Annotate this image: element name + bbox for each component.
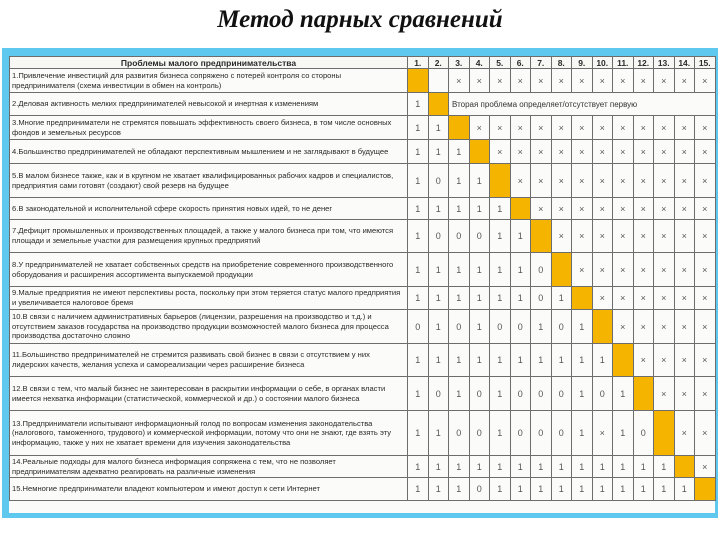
- table-frame: [2, 48, 718, 518]
- value-cell: ×: [572, 116, 593, 140]
- value-cell: ×: [531, 140, 552, 164]
- value-cell: ×: [674, 164, 695, 198]
- value-cell: ×: [633, 164, 654, 198]
- value-cell: ×: [695, 253, 716, 287]
- value-cell: ×: [551, 116, 572, 140]
- value-cell: 1: [531, 478, 552, 501]
- value-cell: 1: [408, 344, 429, 377]
- value-cell: 1: [428, 287, 449, 310]
- column-header: 8.: [551, 57, 572, 69]
- value-cell: ×: [695, 140, 716, 164]
- value-cell: 1: [510, 456, 531, 478]
- value-cell: 0: [449, 310, 470, 344]
- value-cell: ×: [592, 116, 613, 140]
- value-cell: 1: [490, 478, 511, 501]
- diagonal-cell: [428, 93, 449, 116]
- value-cell: ×: [613, 220, 634, 253]
- value-cell: 1: [572, 456, 593, 478]
- value-cell: 1: [428, 411, 449, 456]
- table-row: [10, 116, 716, 140]
- value-cell: ×: [654, 287, 675, 310]
- value-cell: 1: [531, 344, 552, 377]
- value-cell: ×: [695, 69, 716, 93]
- value-cell: ×: [572, 140, 593, 164]
- column-header: 3.: [449, 57, 470, 69]
- value-cell: ×: [613, 253, 634, 287]
- value-cell: 1: [510, 253, 531, 287]
- column-header: 13.: [654, 57, 675, 69]
- value-cell: 1: [449, 344, 470, 377]
- value-cell: ×: [613, 164, 634, 198]
- value-cell: ×: [510, 116, 531, 140]
- value-cell: ×: [674, 287, 695, 310]
- value-cell: 1: [551, 456, 572, 478]
- value-cell: 1: [510, 220, 531, 253]
- value-cell: ×: [695, 116, 716, 140]
- value-cell: 1: [592, 478, 613, 501]
- value-cell: 0: [510, 377, 531, 411]
- value-cell: 1: [408, 456, 429, 478]
- diagonal-cell: [572, 287, 593, 310]
- value-cell: ×: [551, 140, 572, 164]
- value-cell: ×: [592, 164, 613, 198]
- value-cell: ×: [592, 253, 613, 287]
- value-cell: 1: [449, 140, 470, 164]
- value-cell: ×: [592, 287, 613, 310]
- value-cell: 1: [490, 220, 511, 253]
- value-cell: 1: [531, 310, 552, 344]
- value-cell: 1: [428, 116, 449, 140]
- value-cell: ×: [510, 69, 531, 93]
- value-cell: ×: [654, 310, 675, 344]
- slide-title: Метод парных сравнений: [217, 6, 503, 33]
- value-cell: ×: [654, 377, 675, 411]
- problem-cell: 4.Большинство предпринимателей не обладают перспективным мышлением и не заглядывают в будущее: [10, 140, 408, 164]
- value-cell: 0: [510, 310, 531, 344]
- value-cell: 1: [572, 478, 593, 501]
- value-cell: 0: [428, 164, 449, 198]
- value-cell: ×: [674, 344, 695, 377]
- value-cell: 0: [531, 287, 552, 310]
- value-cell: 1: [408, 116, 429, 140]
- value-cell: 1: [408, 377, 429, 411]
- value-cell: 1: [572, 310, 593, 344]
- value-cell: ×: [572, 253, 593, 287]
- value-cell: ×: [633, 69, 654, 93]
- value-cell: 1: [490, 456, 511, 478]
- problem-cell: 3.Многие предприниматели не стремятся повышать эффективность своего бизнеса, в том числе основных фондов и земельных ресурсов: [10, 116, 408, 140]
- value-cell: 0: [490, 310, 511, 344]
- value-cell: ×: [572, 220, 593, 253]
- value-cell: ×: [674, 69, 695, 93]
- value-cell: 1: [572, 344, 593, 377]
- value-cell: ×: [674, 310, 695, 344]
- value-cell: ×: [531, 198, 552, 220]
- value-cell: 1: [449, 478, 470, 501]
- value-cell: ×: [613, 198, 634, 220]
- value-cell: ×: [674, 411, 695, 456]
- problem-cell: 10.В связи с наличием административных барьеров (лицензии, разрешения на производство и т.д.) и отсутствием заказов государства на производство продукции возможностей малого бизнеса для процесса производства достаточно сложно: [10, 310, 408, 344]
- value-cell: 0: [633, 411, 654, 456]
- header-row: [10, 57, 716, 69]
- value-cell: ×: [490, 116, 511, 140]
- value-cell: 0: [449, 411, 470, 456]
- value-cell: 0: [469, 220, 490, 253]
- table-row: [10, 253, 716, 287]
- value-cell: ×: [592, 411, 613, 456]
- value-cell: ×: [654, 344, 675, 377]
- value-cell: 1: [469, 456, 490, 478]
- value-cell: ×: [695, 287, 716, 310]
- value-cell: 1: [633, 478, 654, 501]
- value-cell: ×: [613, 287, 634, 310]
- column-header: 2.: [428, 57, 449, 69]
- value-cell: ×: [695, 310, 716, 344]
- value-cell: 1: [551, 478, 572, 501]
- table-row: [10, 478, 716, 501]
- value-cell: [428, 69, 449, 93]
- value-cell: ×: [695, 198, 716, 220]
- value-cell: 1: [674, 478, 695, 501]
- value-cell: 1: [490, 253, 511, 287]
- value-cell: 0: [449, 220, 470, 253]
- value-cell: 0: [510, 411, 531, 456]
- column-header: 6.: [510, 57, 531, 69]
- sheet: [9, 56, 715, 513]
- value-cell: 1: [551, 344, 572, 377]
- value-cell: 0: [551, 411, 572, 456]
- value-cell: 1: [654, 478, 675, 501]
- value-cell: 1: [428, 140, 449, 164]
- problem-cell: 2.Деловая активность мелких предпринимателей невысокой и инертная к изменениям: [10, 93, 408, 116]
- rule-note-text: Вторая проблема определяет/отсутствует первую: [452, 100, 638, 109]
- value-cell: 1: [633, 456, 654, 478]
- problem-cell: 1.Привлечение инвестиций для развития бизнеса сопряжено с потерей контроля со стороны предпринимателя (схема инвестиции в обмен на контроль): [10, 69, 408, 93]
- value-cell: ×: [674, 220, 695, 253]
- table-row: [10, 140, 716, 164]
- value-cell: ×: [695, 220, 716, 253]
- problem-cell: 11.Большинство предпринимателей не стремится развивать свой бизнес в связи с отсутствием у них лидерских качеств, желания успеха и самореализации через расширение бизнеса: [10, 344, 408, 377]
- value-cell: ×: [633, 287, 654, 310]
- value-cell: 0: [551, 377, 572, 411]
- problem-cell: 7.Дефицит промышленных и производственных площадей, а также у малого бизнеса при том, что имеются площади и земельные участки для размещения крупных предприятий: [10, 220, 408, 253]
- value-cell: 0: [428, 220, 449, 253]
- table-row: [10, 344, 716, 377]
- diagonal-cell: [469, 140, 490, 164]
- column-header: 15.: [695, 57, 716, 69]
- value-cell: ×: [551, 198, 572, 220]
- value-cell: 1: [449, 456, 470, 478]
- value-cell: ×: [592, 220, 613, 253]
- value-cell: ×: [674, 140, 695, 164]
- value-cell: ×: [695, 411, 716, 456]
- column-header: 11.: [613, 57, 634, 69]
- value-cell: 1: [408, 220, 429, 253]
- value-cell: 1: [428, 198, 449, 220]
- value-cell: ×: [654, 198, 675, 220]
- value-cell: ×: [469, 116, 490, 140]
- table-row: [10, 310, 716, 344]
- value-cell: ×: [490, 140, 511, 164]
- value-cell: ×: [633, 310, 654, 344]
- pairwise-table: [9, 56, 716, 501]
- value-cell: ×: [592, 140, 613, 164]
- value-cell: 0: [551, 310, 572, 344]
- table-row: [10, 456, 716, 478]
- value-cell: ×: [695, 164, 716, 198]
- value-cell: 1: [510, 344, 531, 377]
- diagonal-cell: [674, 456, 695, 478]
- value-cell: 0: [469, 478, 490, 501]
- value-cell: ×: [633, 140, 654, 164]
- value-cell: ×: [654, 164, 675, 198]
- value-cell: ×: [695, 344, 716, 377]
- diagonal-cell: [490, 164, 511, 198]
- table-row: [10, 287, 716, 310]
- column-header: 4.: [469, 57, 490, 69]
- value-cell: 0: [592, 377, 613, 411]
- value-cell: 0: [531, 253, 552, 287]
- value-cell: 1: [592, 344, 613, 377]
- value-cell: 1: [428, 478, 449, 501]
- value-cell: 0: [428, 377, 449, 411]
- value-cell: 1: [469, 198, 490, 220]
- value-cell: 1: [572, 377, 593, 411]
- value-cell: ×: [654, 140, 675, 164]
- diagonal-cell: [408, 69, 429, 93]
- value-cell: ×: [633, 116, 654, 140]
- value-cell: 1: [408, 198, 429, 220]
- diagonal-cell: [633, 377, 654, 411]
- value-cell: ×: [654, 69, 675, 93]
- problem-cell: 9.Малые предприятия не имеют перспективы роста, поскольку при этом теряется статус малого предприятия и увеличивается налоговое бремя: [10, 287, 408, 310]
- value-cell: ×: [551, 220, 572, 253]
- value-cell: 1: [490, 287, 511, 310]
- value-cell: 1: [654, 456, 675, 478]
- value-cell: 1: [428, 456, 449, 478]
- value-cell: ×: [613, 116, 634, 140]
- value-cell: ×: [531, 116, 552, 140]
- diagonal-cell: [695, 478, 716, 501]
- value-cell: ×: [510, 164, 531, 198]
- value-cell: ×: [654, 116, 675, 140]
- rule-note: [449, 93, 716, 116]
- value-cell: 1: [469, 253, 490, 287]
- value-cell: ×: [674, 377, 695, 411]
- value-cell: ×: [490, 69, 511, 93]
- value-cell: 1: [572, 411, 593, 456]
- diagonal-cell: [654, 411, 675, 456]
- problem-cell: 15.Немногие предприниматели владеют компьютером и имеют доступ к сети Интернет: [10, 478, 408, 501]
- value-cell: ×: [449, 69, 470, 93]
- value-cell: 1: [510, 287, 531, 310]
- value-cell: 1: [449, 198, 470, 220]
- value-cell: 1: [408, 253, 429, 287]
- value-cell: 1: [469, 287, 490, 310]
- value-cell: 0: [531, 411, 552, 456]
- value-cell: 0: [469, 377, 490, 411]
- value-cell: ×: [695, 377, 716, 411]
- problem-cell: 13.Предприниматели испытывают информационный голод по вопросам изменения законодательства (налогового, таможенного, трудового) и коммерческой информации, потому что они не знают, где взять эту информацию, также у них не хватает времени для изучения законодательства: [10, 411, 408, 456]
- table-row: [10, 220, 716, 253]
- column-header: 10.: [592, 57, 613, 69]
- value-cell: ×: [633, 253, 654, 287]
- diagonal-cell: [449, 116, 470, 140]
- value-cell: 1: [613, 456, 634, 478]
- problem-cell: 6.В законодательной и исполнительной сфере скорость принятия новых идей, то не денег: [10, 198, 408, 220]
- value-cell: ×: [469, 69, 490, 93]
- table-row: [10, 377, 716, 411]
- value-cell: 1: [449, 164, 470, 198]
- value-cell: 1: [490, 198, 511, 220]
- table-row: [10, 69, 716, 93]
- value-cell: ×: [510, 140, 531, 164]
- diagonal-cell: [551, 253, 572, 287]
- column-header: 7.: [531, 57, 552, 69]
- value-cell: 1: [469, 344, 490, 377]
- value-cell: ×: [592, 69, 613, 93]
- value-cell: ×: [633, 344, 654, 377]
- value-cell: 1: [408, 93, 429, 116]
- value-cell: 1: [428, 344, 449, 377]
- diagonal-cell: [592, 310, 613, 344]
- column-header: 1.: [408, 57, 429, 69]
- table-row: [10, 93, 716, 116]
- value-cell: 1: [449, 377, 470, 411]
- value-cell: 1: [408, 478, 429, 501]
- diagonal-cell: [510, 198, 531, 220]
- value-cell: 0: [469, 411, 490, 456]
- header-problems: Проблемы малого предпринимательства: [10, 57, 408, 69]
- value-cell: 1: [408, 411, 429, 456]
- table-row: [10, 164, 716, 198]
- problem-cell: 14.Реальные подходы для малого бизнеса информация сопряжена с тем, что не позволяет предпринимателям адекватно реагировать на различные изменения: [10, 456, 408, 478]
- value-cell: ×: [572, 198, 593, 220]
- value-cell: 1: [490, 411, 511, 456]
- problem-cell: 5.В малом бизнесе также, как и в крупном не хватает квалифицированных рабочих кадров и специалистов, предприятия сами готовят (создают) свой резерв на будущее: [10, 164, 408, 198]
- value-cell: ×: [551, 164, 572, 198]
- value-cell: ×: [674, 253, 695, 287]
- problem-cell: 8.У предпринимателей не хватает собственных средств на приобретение современного производственного оборудования и расширения ассортимента выпускаемой продукции: [10, 253, 408, 287]
- value-cell: ×: [654, 220, 675, 253]
- value-cell: 1: [531, 456, 552, 478]
- value-cell: 1: [449, 287, 470, 310]
- value-cell: 1: [408, 140, 429, 164]
- value-cell: ×: [674, 116, 695, 140]
- value-cell: 1: [469, 164, 490, 198]
- value-cell: ×: [613, 69, 634, 93]
- value-cell: 1: [490, 344, 511, 377]
- value-cell: 1: [469, 310, 490, 344]
- value-cell: ×: [613, 310, 634, 344]
- value-cell: ×: [572, 164, 593, 198]
- value-cell: 1: [613, 478, 634, 501]
- diagonal-cell: [531, 220, 552, 253]
- value-cell: ×: [633, 220, 654, 253]
- value-cell: 1: [428, 310, 449, 344]
- diagonal-cell: [613, 344, 634, 377]
- value-cell: 1: [592, 456, 613, 478]
- table-row: [10, 411, 716, 456]
- value-cell: ×: [592, 198, 613, 220]
- value-cell: 1: [449, 253, 470, 287]
- value-cell: ×: [551, 69, 572, 93]
- value-cell: ×: [572, 69, 593, 93]
- value-cell: 1: [510, 478, 531, 501]
- value-cell: ×: [674, 198, 695, 220]
- value-cell: 0: [408, 310, 429, 344]
- problem-cell: 12.В связи с тем, что малый бизнес не заинтересован в раскрытии информации о себе, в органах власти имеется нехватка информации (статистической, коммерческой и др.) о состоянии малого бизнеса: [10, 377, 408, 411]
- value-cell: 1: [490, 377, 511, 411]
- value-cell: ×: [613, 140, 634, 164]
- value-cell: 1: [613, 411, 634, 456]
- value-cell: 1: [428, 253, 449, 287]
- column-header: 14.: [674, 57, 695, 69]
- value-cell: ×: [531, 69, 552, 93]
- value-cell: ×: [633, 198, 654, 220]
- value-cell: ×: [695, 456, 716, 478]
- value-cell: 1: [408, 287, 429, 310]
- table-body: [10, 69, 716, 501]
- value-cell: 1: [408, 164, 429, 198]
- value-cell: ×: [654, 253, 675, 287]
- column-header: 9.: [572, 57, 593, 69]
- column-header: 12.: [633, 57, 654, 69]
- value-cell: 0: [531, 377, 552, 411]
- value-cell: 1: [551, 287, 572, 310]
- value-cell: ×: [531, 164, 552, 198]
- column-header: 5.: [490, 57, 511, 69]
- table-row: [10, 198, 716, 220]
- value-cell: 1: [613, 377, 634, 411]
